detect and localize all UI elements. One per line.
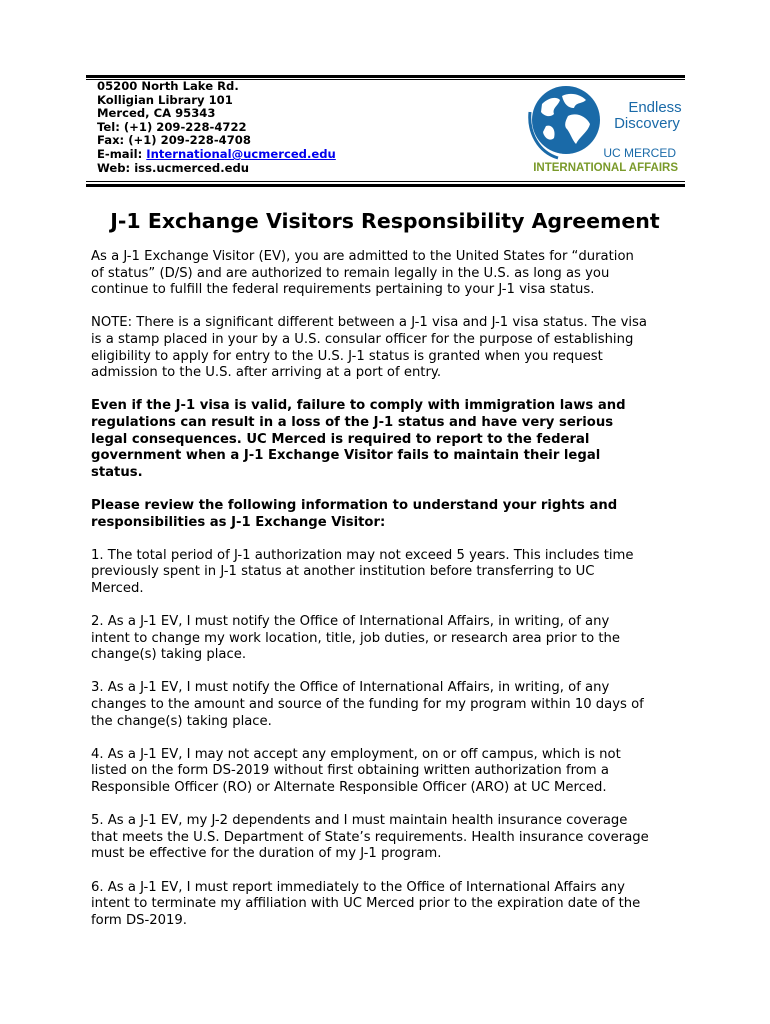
logo-tagline-2: Discovery <box>614 115 680 132</box>
header-rule-bottom-thin <box>86 181 685 182</box>
paragraph-9 <box>91 813 691 863</box>
paragraph-line: Responsible Officer (RO) or Alternate Responsible Officer (ARO) at UC Merced. <box>91 780 607 795</box>
paragraph-1 <box>91 249 691 299</box>
logo-tagline-1: Endless <box>628 99 682 116</box>
paragraph-line: must be effective for the duration of my J-1 program. <box>91 846 442 862</box>
paragraph-line: form DS-2019. <box>91 912 187 928</box>
paragraph-line: regulations can result in a loss of the J-1 status and have very serious <box>91 414 614 430</box>
paragraph-line: that meets the U.S. Department of State’s requirements. Health insurance coverage <box>91 829 649 845</box>
paragraph-line: Merced. <box>91 580 144 596</box>
paragraph-line: status. <box>91 464 143 480</box>
paragraph-line: responsibilities as J-1 Exchange Visitor: <box>91 514 386 530</box>
paragraph-line: 3. As a J-1 EV, I must notify the Office of International Affairs, in writing, of any <box>91 680 610 696</box>
phone-line: Tel: (+1) 209-228-4722 <box>97 119 247 134</box>
logo-org-1: UC MERCED <box>603 146 676 160</box>
paragraph-line: of status” (D/S) and are authorized to remain legally in the U.S. as long as you <box>91 265 610 281</box>
paragraph-10 <box>91 880 691 930</box>
paragraph-8 <box>91 747 691 797</box>
paragraph-3 <box>91 398 691 481</box>
header-rule-top <box>86 75 685 78</box>
paragraph-line: eligibility to apply for entry to the U.S. J-1 status is granted when you request <box>91 348 603 364</box>
fax-line: Fax: (+1) 209-228-4708 <box>97 133 251 148</box>
uc-merced-international-affairs-logo <box>528 82 684 176</box>
paragraph-line: NOTE: There is a significant different between a J-1 visa and J-1 visa status. The visa <box>91 315 647 331</box>
email-line <box>97 148 427 162</box>
paragraph-7 <box>91 680 691 730</box>
paragraph-line: continue to fulfill the federal requirements pertaining to your J-1 visa status. <box>91 282 595 298</box>
paragraph-line: 5. As a J-1 EV, my J-2 dependents and I must maintain health insurance coverage <box>91 813 628 829</box>
document-title: J-1 Exchange Visitors Responsibility Agreement <box>110 209 660 233</box>
paragraph-line: the change(s) taking place. <box>91 713 272 729</box>
paragraph-line: 2. As a J-1 EV, I must notify the Office of International Affairs, in writing, of any <box>91 614 610 630</box>
address-line: Merced, CA 95343 <box>97 106 216 121</box>
paragraph-6 <box>91 614 691 664</box>
address-line: Kolligian Library 101 <box>97 92 233 107</box>
paragraph-line: 6. As a J-1 EV, I must report immediately to the Office of International Affairs any <box>91 879 625 895</box>
paragraph-line: legal consequences. UC Merced is required to report to the federal <box>91 431 590 447</box>
globe-icon <box>530 86 600 158</box>
logo-org-2: INTERNATIONAL AFFAIRS <box>533 162 678 174</box>
address-line: 05200 North Lake Rd. <box>97 79 239 93</box>
paragraph-line: is a stamp placed in your by a U.S. consular officer for the purpose of establishing <box>91 331 634 347</box>
paragraph-line: admission to the U.S. after arriving at a port of entry. <box>91 365 442 381</box>
header-rule-bottom <box>86 184 685 187</box>
paragraph-line: Even if the J-1 visa is valid, failure to comply with immigration laws and <box>91 398 626 414</box>
paragraph-line: 4. As a J-1 EV, I may not accept any employment, on or off campus, which is not <box>91 746 621 762</box>
paragraph-2 <box>91 315 691 381</box>
paragraph-line: government when a J-1 Exchange Visitor fails to maintain their legal <box>91 448 601 464</box>
email-link[interactable]: International@ucmerced.edu <box>146 146 336 161</box>
paragraph-line: Please review the following information to understand your rights and <box>91 497 618 513</box>
paragraph-line: changes to the amount and source of the funding for my program within 10 days of <box>91 697 644 713</box>
paragraph-line: 1. The total period of J-1 authorization may not exceed 5 years. This includes time <box>91 547 634 563</box>
paragraph-4 <box>91 498 691 531</box>
paragraph-line: As a J-1 Exchange Visitor (EV), you are admitted to the United States for “duration <box>91 249 634 264</box>
paragraph-line: intent to terminate my affiliation with UC Merced prior to the expiration date of the <box>91 896 641 912</box>
email-label: E-mail: <box>97 146 147 161</box>
paragraph-line: previously spent in J-1 status at another institution before transferring to UC <box>91 564 595 580</box>
contact-block <box>97 80 427 175</box>
paragraph-line: intent to change my work location, title, job duties, or research area prior to the <box>91 630 620 646</box>
paragraph-line: change(s) taking place. <box>91 647 247 663</box>
paragraph-5 <box>91 548 691 598</box>
web-line: Web: iss.ucmerced.edu <box>97 160 250 175</box>
document-body <box>91 249 691 946</box>
paragraph-line: listed on the form DS-2019 without first obtaining written authorization from a <box>91 763 609 779</box>
